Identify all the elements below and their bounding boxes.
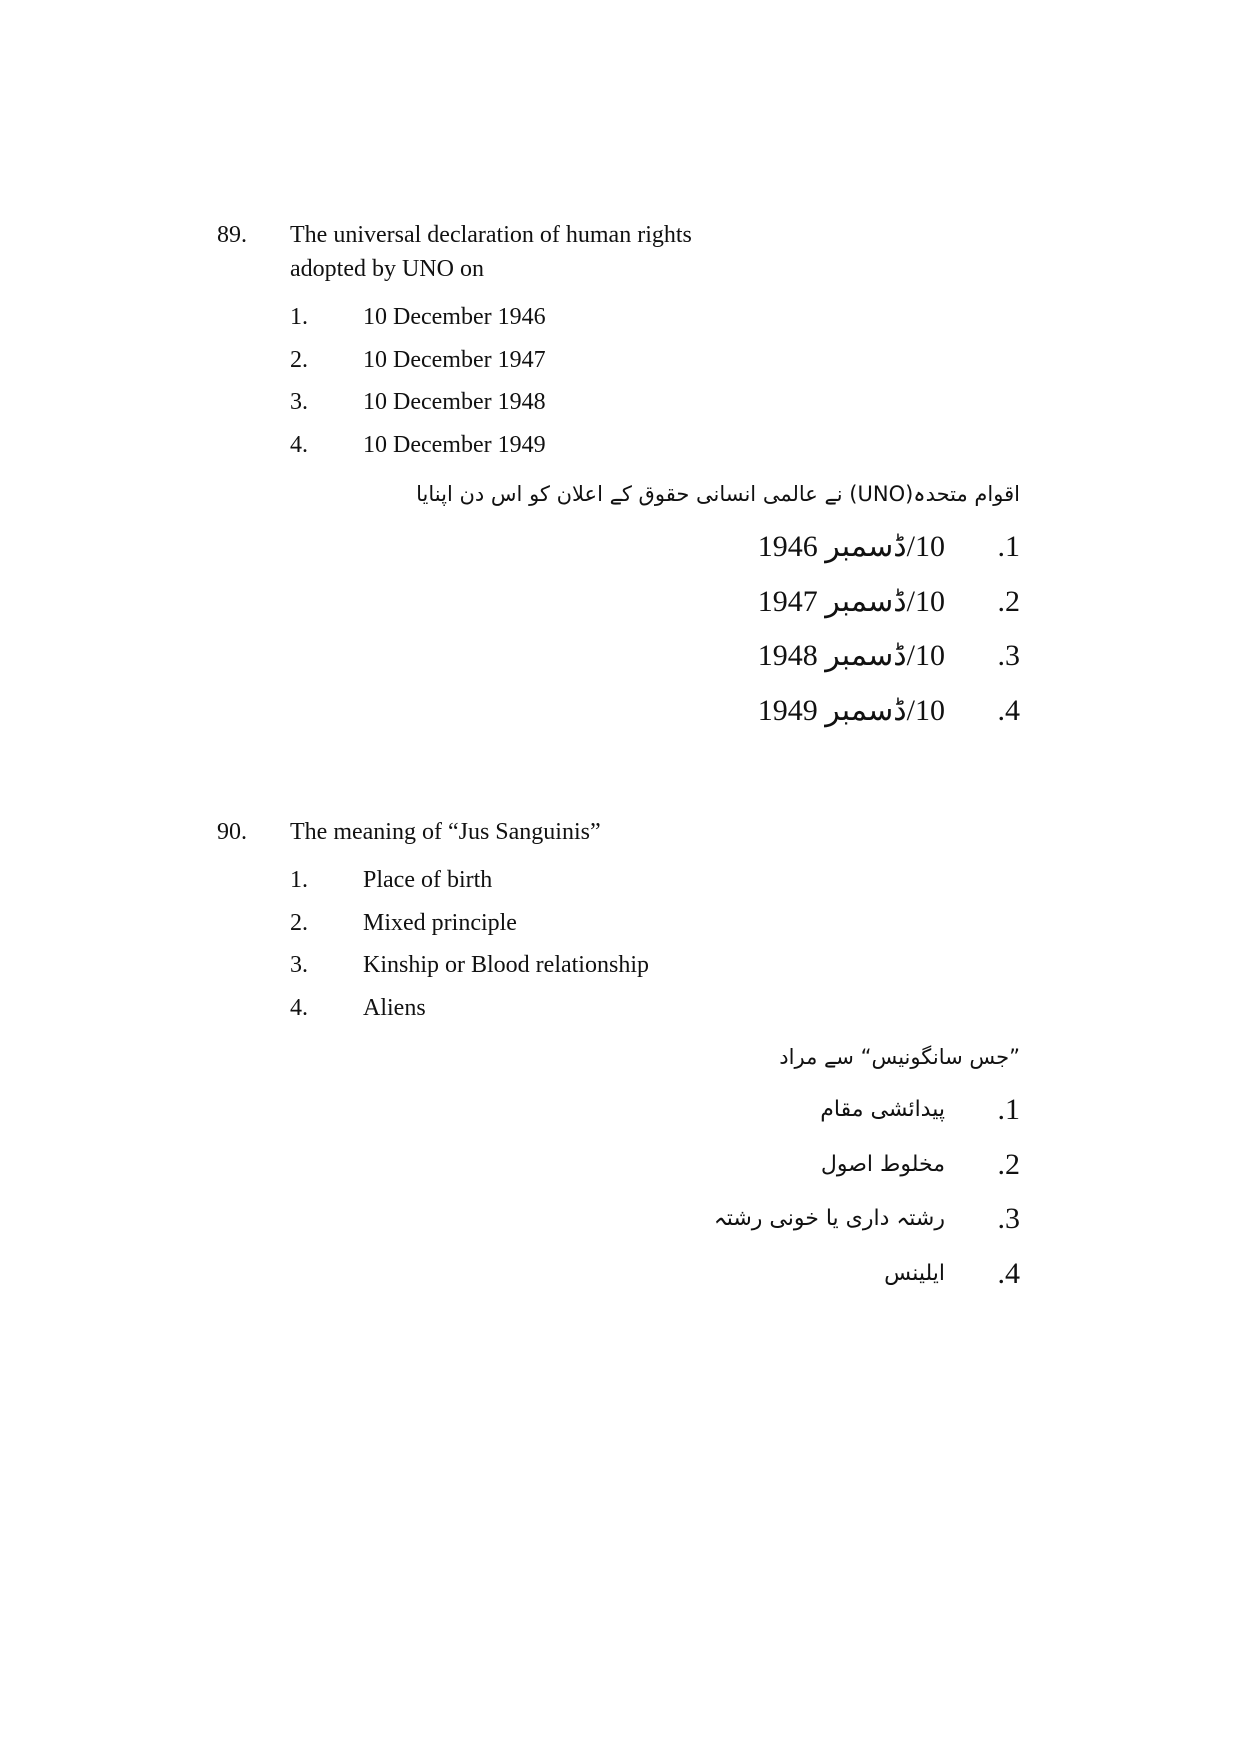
option-number: 1. — [290, 867, 308, 893]
urdu-option — [0, 520, 1240, 575]
urdu-options-list — [0, 1083, 1240, 1301]
english-option — [0, 902, 1240, 945]
urdu-translation — [0, 1037, 1240, 1301]
english-option — [0, 296, 1240, 339]
option-number: 2. — [290, 909, 308, 936]
question-stem-urdu: ”جس سانگونیس“ سے مراد — [779, 1045, 1020, 1069]
english-option — [0, 944, 1240, 987]
option-number: 4. — [290, 994, 308, 1021]
question-stem-english — [290, 218, 810, 286]
question-number: 90. — [217, 819, 247, 845]
question-stem-urdu: اقوام متحدہ(UNO) نے عالمی انسانی حقوق کے اعلان کو اس دن اپنایا — [416, 482, 1020, 506]
option-number: .2 — [997, 1147, 1020, 1181]
option-number: 2. — [290, 346, 308, 373]
option-text: پیدائشی مقام — [820, 1097, 945, 1122]
option-number: .1 — [997, 530, 1020, 563]
option-number: .2 — [997, 584, 1020, 618]
urdu-option — [0, 1083, 1240, 1138]
urdu-translation — [0, 474, 1240, 738]
question-stem-line: adopted by UNO on — [290, 256, 484, 282]
option-text: Aliens — [363, 994, 426, 1021]
question-stem-english — [290, 815, 810, 849]
question-header — [0, 218, 1240, 286]
urdu-option — [0, 629, 1240, 684]
urdu-options-list — [0, 520, 1240, 738]
option-text: 10/ڈسمبر 1949 — [757, 693, 945, 727]
option-text: Place of birth — [363, 867, 493, 893]
option-number: 3. — [290, 952, 308, 978]
question-header — [0, 815, 1240, 849]
english-option — [0, 859, 1240, 902]
english-option — [0, 987, 1240, 1030]
urdu-option — [0, 1138, 1240, 1193]
urdu-option — [0, 575, 1240, 630]
question-stem-line: The meaning of “Jus Sanguinis” — [290, 819, 601, 845]
option-number: .4 — [997, 1256, 1020, 1290]
option-text: 10 December 1947 — [363, 346, 546, 373]
option-text: 10 December 1948 — [363, 389, 546, 415]
option-number: .3 — [997, 1202, 1020, 1235]
option-text: مخلوط اصول — [820, 1151, 945, 1177]
option-number: .3 — [997, 639, 1020, 672]
option-text: رشتہ داری یا خونی رشتہ — [713, 1206, 945, 1231]
option-number: 3. — [290, 389, 308, 415]
question-number: 89. — [217, 222, 247, 248]
urdu-option — [0, 1247, 1240, 1302]
english-options-list — [0, 296, 1240, 466]
urdu-option — [0, 684, 1240, 739]
question-stem-line: The universal declaration of human rights — [290, 222, 692, 248]
option-text: 10/ڈسمبر 1948 — [757, 639, 945, 672]
option-text: 10 December 1949 — [363, 431, 546, 458]
english-option — [0, 381, 1240, 424]
question-90 — [0, 815, 1240, 1301]
option-number: 4. — [290, 431, 308, 458]
option-text: Kinship or Blood relationship — [363, 952, 649, 978]
option-number: 1. — [290, 304, 308, 330]
option-text: Mixed principle — [363, 909, 517, 936]
english-option — [0, 339, 1240, 382]
english-options-list — [0, 859, 1240, 1029]
option-text: 10/ڈسمبر 1946 — [757, 530, 945, 563]
option-text: ایلینس — [884, 1260, 945, 1286]
option-number: .4 — [997, 693, 1020, 727]
english-option — [0, 424, 1240, 467]
option-text: 10 December 1946 — [363, 304, 546, 330]
option-number: .1 — [997, 1093, 1020, 1126]
urdu-option — [0, 1192, 1240, 1247]
option-text: 10/ڈسمبر 1947 — [757, 584, 945, 618]
question-89 — [0, 218, 1240, 738]
